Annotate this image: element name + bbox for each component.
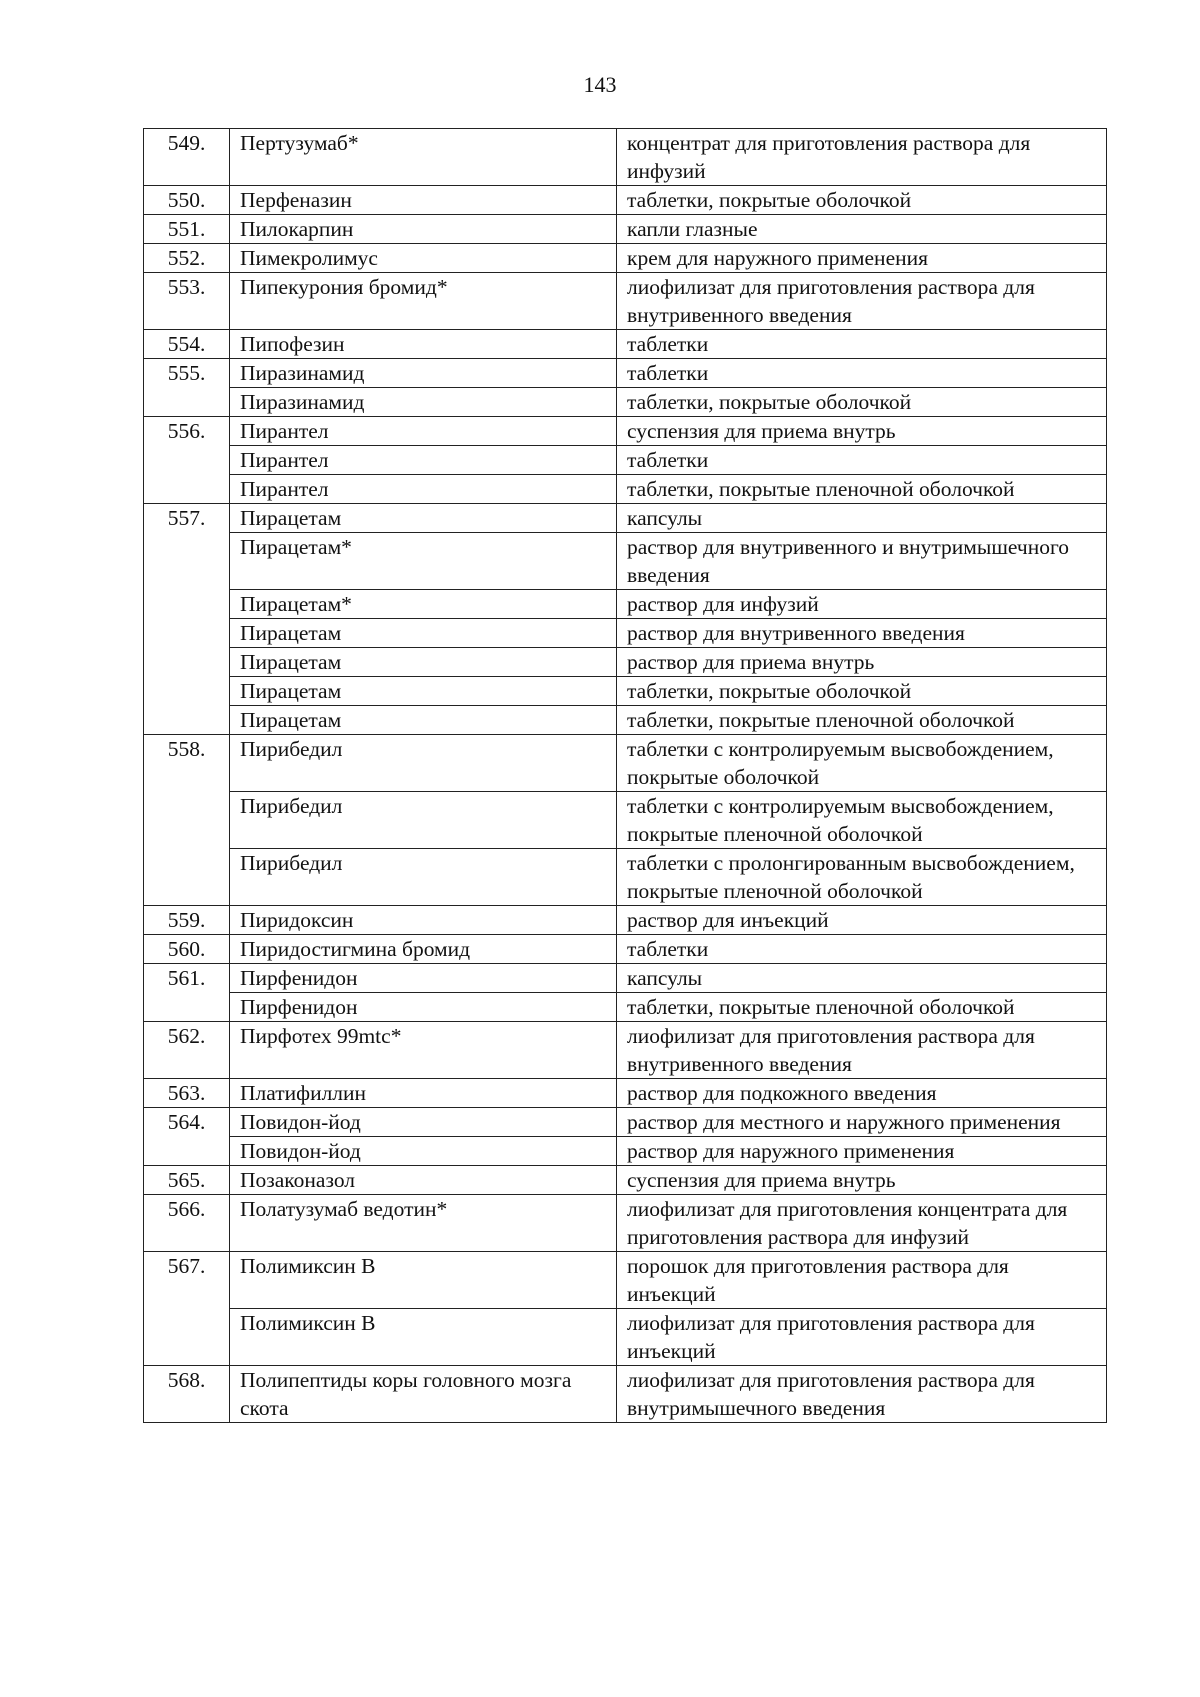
row-number-cell: 556. <box>144 417 230 504</box>
drug-name-cell: Пирацетам* <box>230 590 617 619</box>
drug-name-cell: Пирацетам <box>230 677 617 706</box>
table-row <box>144 648 1107 677</box>
table-row <box>144 1166 1107 1195</box>
dosage-form-cell: таблетки, покрытые пленочной оболочкой <box>617 475 1107 504</box>
row-number-cell: 565. <box>144 1166 230 1195</box>
drug-name-cell: Полатузумаб ведотин* <box>230 1195 617 1252</box>
table-row <box>144 1366 1107 1423</box>
table-row <box>144 849 1107 906</box>
drug-name-cell: Пиридостигмина бромид <box>230 935 617 964</box>
dosage-form-cell: таблетки с контролируемым высвобождением, покрытые пленочной оболочкой <box>617 792 1107 849</box>
row-number-cell: 561. <box>144 964 230 1022</box>
page-number: 143 <box>583 72 617 97</box>
dosage-form-cell: таблетки с пролонгированным высвобождением, покрытые пленочной оболочкой <box>617 849 1107 906</box>
drug-name-cell: Пирацетам <box>230 504 617 533</box>
row-number-cell: 551. <box>144 215 230 244</box>
drug-name-cell: Повидон-йод <box>230 1108 617 1137</box>
row-number-cell: 557. <box>144 504 230 735</box>
dosage-form-cell: суспензия для приема внутрь <box>617 417 1107 446</box>
row-number-cell: 566. <box>144 1195 230 1252</box>
dosage-form-cell: порошок для приготовления раствора для инъекций <box>617 1252 1107 1309</box>
dosage-form-cell: раствор для приема внутрь <box>617 648 1107 677</box>
dosage-form-cell: раствор для подкожного введения <box>617 1079 1107 1108</box>
drug-name-cell: Пирацетам <box>230 648 617 677</box>
drug-name-cell: Пирантел <box>230 417 617 446</box>
drug-name-cell: Пирфенидон <box>230 993 617 1022</box>
row-number-cell: 563. <box>144 1079 230 1108</box>
table-row <box>144 475 1107 504</box>
table-row <box>144 504 1107 533</box>
dosage-form-cell: лиофилизат для приготовления раствора для внутримышечного введения <box>617 1366 1107 1423</box>
row-number-cell: 550. <box>144 186 230 215</box>
row-number-cell: 554. <box>144 330 230 359</box>
row-number-cell: 560. <box>144 935 230 964</box>
drug-name-cell: Пипекурония бромид* <box>230 273 617 330</box>
dosage-form-cell: таблетки <box>617 935 1107 964</box>
row-number-cell: 558. <box>144 735 230 906</box>
table-row <box>144 244 1107 273</box>
table-row <box>144 1108 1107 1137</box>
row-number-cell: 549. <box>144 129 230 186</box>
drug-name-cell: Пилокарпин <box>230 215 617 244</box>
dosage-form-cell: раствор для местного и наружного применения <box>617 1108 1107 1137</box>
table-row <box>144 330 1107 359</box>
drug-name-cell: Пирфенидон <box>230 964 617 993</box>
dosage-form-cell: капсулы <box>617 964 1107 993</box>
dosage-form-cell: лиофилизат для приготовления концентрата для приготовления раствора для инфузий <box>617 1195 1107 1252</box>
row-number-cell: 559. <box>144 906 230 935</box>
dosage-form-cell: раствор для инфузий <box>617 590 1107 619</box>
table-row <box>144 186 1107 215</box>
drug-name-cell: Перфеназин <box>230 186 617 215</box>
row-number-cell: 562. <box>144 1022 230 1079</box>
dosage-form-cell: раствор для внутривенного введения <box>617 619 1107 648</box>
table-row <box>144 1022 1107 1079</box>
row-number-cell: 553. <box>144 273 230 330</box>
dosage-form-cell: таблетки, покрытые пленочной оболочкой <box>617 706 1107 735</box>
drug-name-cell: Пирибедил <box>230 735 617 792</box>
drug-name-cell: Полимиксин В <box>230 1252 617 1309</box>
drug-name-cell: Платифиллин <box>230 1079 617 1108</box>
table-row <box>144 935 1107 964</box>
drug-name-cell: Полимиксин В <box>230 1309 617 1366</box>
drug-name-cell: Пертузумаб* <box>230 129 617 186</box>
drug-name-cell: Пиразинамид <box>230 388 617 417</box>
drug-name-cell: Пирацетам* <box>230 533 617 590</box>
dosage-form-cell: лиофилизат для приготовления раствора для инъекций <box>617 1309 1107 1366</box>
dosage-form-cell: таблетки, покрытые оболочкой <box>617 677 1107 706</box>
dosage-form-cell: крем для наружного применения <box>617 244 1107 273</box>
dosage-form-cell: суспензия для приема внутрь <box>617 1166 1107 1195</box>
row-number-cell: 567. <box>144 1252 230 1366</box>
table-row <box>144 993 1107 1022</box>
table-row <box>144 359 1107 388</box>
dosage-form-cell: концентрат для приготовления раствора для инфузий <box>617 129 1107 186</box>
dosage-form-cell: лиофилизат для приготовления раствора для внутривенного введения <box>617 1022 1107 1079</box>
drug-name-cell: Пирантел <box>230 446 617 475</box>
drug-name-cell: Пиридоксин <box>230 906 617 935</box>
dosage-form-cell: капли глазные <box>617 215 1107 244</box>
drug-table <box>143 128 1107 1423</box>
dosage-form-cell: лиофилизат для приготовления раствора для внутривенного введения <box>617 273 1107 330</box>
drug-name-cell: Пирибедил <box>230 792 617 849</box>
drug-name-cell: Пирацетам <box>230 706 617 735</box>
table-row <box>144 1079 1107 1108</box>
table-row <box>144 129 1107 186</box>
table-row <box>144 1137 1107 1166</box>
drug-name-cell: Пимекролимус <box>230 244 617 273</box>
table-row <box>144 273 1107 330</box>
table-row <box>144 1252 1107 1309</box>
dosage-form-cell: раствор для внутривенного и внутримышечного введения <box>617 533 1107 590</box>
drug-name-cell: Пиразинамид <box>230 359 617 388</box>
dosage-form-cell: таблетки, покрытые пленочной оболочкой <box>617 993 1107 1022</box>
table-row <box>144 417 1107 446</box>
drug-name-cell: Пирфотех 99mtc* <box>230 1022 617 1079</box>
drug-name-cell: Пирибедил <box>230 849 617 906</box>
table-row <box>144 533 1107 590</box>
table-row <box>144 215 1107 244</box>
dosage-form-cell: таблетки <box>617 359 1107 388</box>
drug-name-cell: Полипептиды коры головного мозга скота <box>230 1366 617 1423</box>
drug-name-cell: Пирантел <box>230 475 617 504</box>
table-row <box>144 590 1107 619</box>
row-number-cell: 555. <box>144 359 230 417</box>
row-number-cell: 564. <box>144 1108 230 1166</box>
drug-name-cell: Повидон-йод <box>230 1137 617 1166</box>
row-number-cell: 568. <box>144 1366 230 1423</box>
table-row <box>144 388 1107 417</box>
drug-name-cell: Пирацетам <box>230 619 617 648</box>
dosage-form-cell: раствор для инъекций <box>617 906 1107 935</box>
drug-name-cell: Пипофезин <box>230 330 617 359</box>
table-row <box>144 735 1107 792</box>
table-body <box>144 129 1107 1423</box>
table-row <box>144 906 1107 935</box>
table-row <box>144 677 1107 706</box>
dosage-form-cell: таблетки с контролируемым высвобождением, покрытые оболочкой <box>617 735 1107 792</box>
table-row <box>144 619 1107 648</box>
dosage-form-cell: таблетки, покрытые оболочкой <box>617 388 1107 417</box>
dosage-form-cell: таблетки <box>617 446 1107 475</box>
drug-name-cell: Позаконазол <box>230 1166 617 1195</box>
dosage-form-cell: таблетки <box>617 330 1107 359</box>
dosage-form-cell: раствор для наружного применения <box>617 1137 1107 1166</box>
table-row <box>144 1309 1107 1366</box>
row-number-cell: 552. <box>144 244 230 273</box>
dosage-form-cell: таблетки, покрытые оболочкой <box>617 186 1107 215</box>
table-row <box>144 706 1107 735</box>
table-row <box>144 792 1107 849</box>
table-row <box>144 964 1107 993</box>
table-row <box>144 446 1107 475</box>
table-row <box>144 1195 1107 1252</box>
dosage-form-cell: капсулы <box>617 504 1107 533</box>
